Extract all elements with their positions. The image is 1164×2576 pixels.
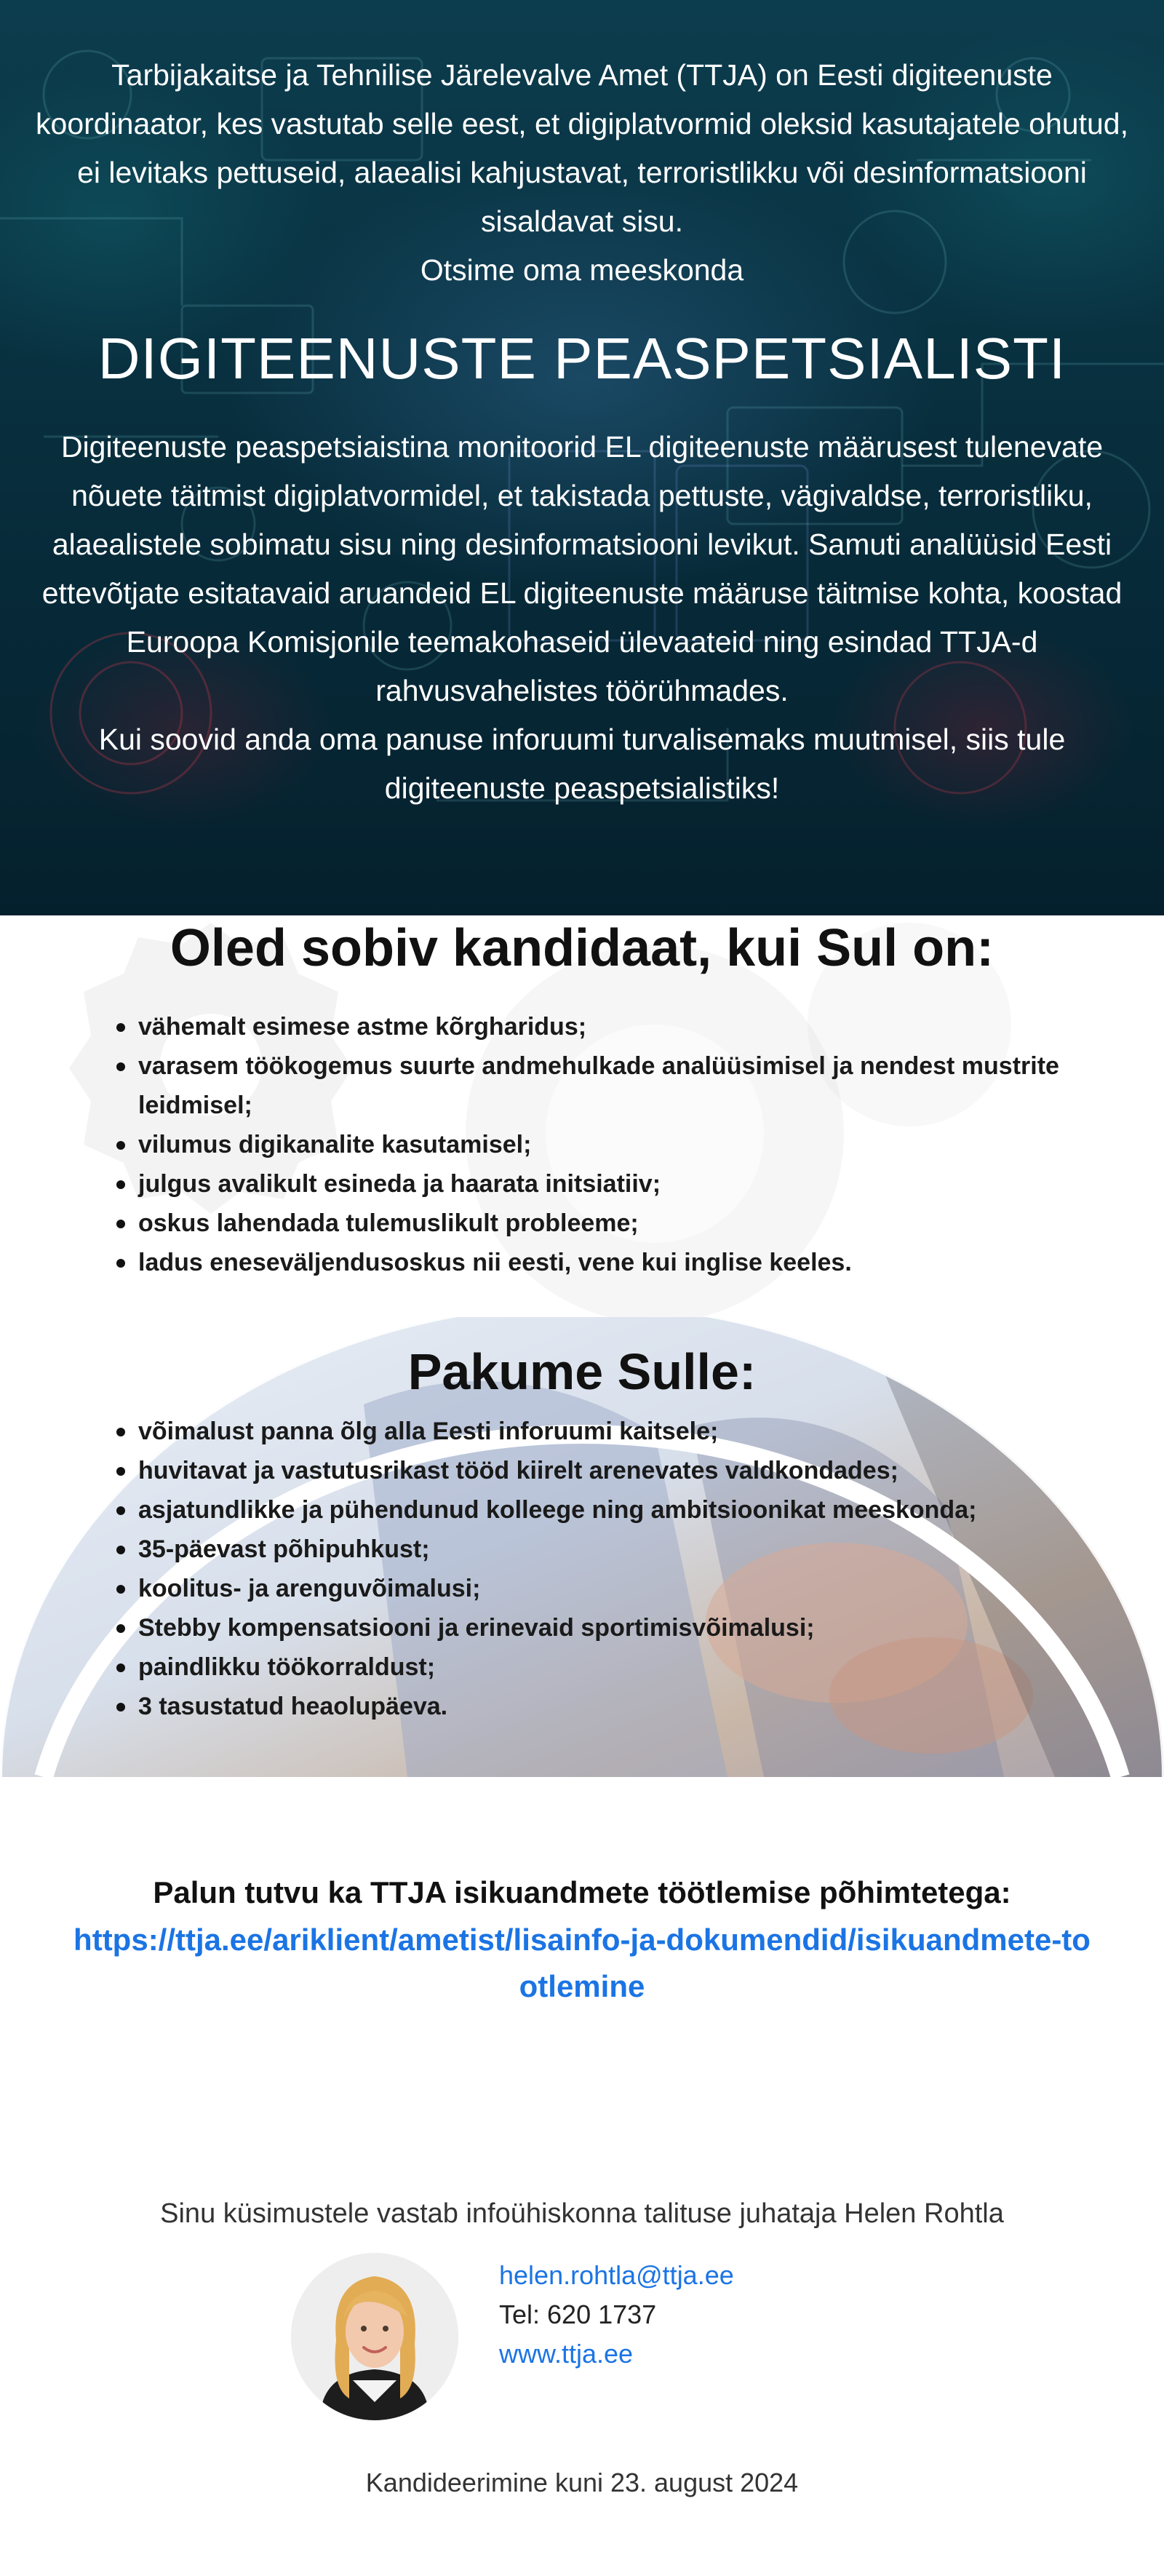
privacy-policy-link[interactable]: https://ttja.ee/ariklient/ametist/lisainfo-ja-dokumendid/isikuandmete-tootlemine <box>73 1923 1091 2003</box>
offer-section <box>0 1317 1164 1777</box>
offer-heading: Pakume Sulle: <box>407 1343 757 1400</box>
list-item: varasem töökogemus suurte andmehulkade analüüsimisel ja nendest mustrite leidmisel; <box>116 1046 1062 1125</box>
contact-person-photo <box>291 2253 458 2420</box>
offer-list <box>116 1412 1062 1726</box>
privacy-label: Palun tutvu ka TTJA isikuandmete töötlemise põhimtetega: <box>153 1875 1011 1909</box>
contact-email-link[interactable]: helen.rohtla@ttja.ee <box>499 2260 734 2290</box>
list-item: 35-päevast põhipuhkust; <box>116 1530 1062 1569</box>
requirements-list <box>116 1007 1062 1282</box>
list-item: huvitavat ja vastutusrikast tööd kiirelt arenevates valdkondades; <box>116 1451 1062 1490</box>
privacy-notice <box>0 1869 1164 2010</box>
contact-website-link[interactable]: www.ttja.ee <box>499 2339 634 2369</box>
application-deadline: Kandideerimine kuni 23. august 2024 <box>365 2468 799 2497</box>
list-item: asjatundlikke ja pühendunud kolleege ning ambitsioonikat meeskonda; <box>116 1490 1062 1530</box>
job-call-to-action: Kui soovid anda oma panuse inforuumi turvalisemaks muutmisel, siis tule digiteenuste peaspetsialistiks! <box>98 723 1066 805</box>
contact-details <box>499 2256 734 2374</box>
hero-content <box>0 51 1164 813</box>
job-title: DIGITEENUSTE PEASPETSIALISTI <box>97 326 1067 391</box>
list-item: julgus avalikult esineda ja haarata initsiatiiv; <box>116 1164 1062 1204</box>
list-item: Stebby kompensatsiooni ja erinevaid sportimisvõimalusi; <box>116 1608 1062 1647</box>
contact-phone: Tel: 620 1737 <box>499 2299 657 2329</box>
list-item: vilumus digikanalite kasutamisel; <box>116 1125 1062 1164</box>
list-item: koolitus- ja arenguvõimalusi; <box>116 1569 1062 1608</box>
hero-banner <box>0 0 1164 915</box>
job-description: Digiteenuste peaspetsiaistina monitoorid EL digiteenuste määrusest tulenevate nõuete täitmist digiplatvormidel, et takistada pettuste, vägivaldse, terroristliku, alaealistele sobimatu sisu ning desinformatsiooni levikut. Samuti analüüsid Eesti ettevõtjate esitatavaid aruandeid EL digiteenuste määruse täitmise kohta, koostad Euroopa Komisjonile teemakohaseid ülevaateid ning esindad TTJA-d rahvusvahelistes töörühmades. <box>41 430 1123 707</box>
hero-intro-text: Tarbijakaitse ja Tehnilise Järelevalve Amet (TTJA) on Eesti digiteenuste koordinaator, kes vastutab selle eest, et digiplatvormid oleksid kasutajatele ohutud, ei levitaks pettuseid, alaealisi kahjustavat, terroristlikku või desinformatsiooni sisaldavat sisu. <box>36 58 1128 238</box>
requirements-section <box>0 915 1164 1317</box>
list-item: võimalust panna õlg alla Eesti inforuumi kaitsele; <box>116 1412 1062 1451</box>
list-item: oskus lahendada tulemuslikult probleeme; <box>116 1204 1062 1243</box>
list-item: vähemalt esimese astme kõrgharidus; <box>116 1007 1062 1046</box>
contact-intro: Sinu küsimustele vastab infoühiskonna talituse juhataja Helen Rohtla <box>160 2198 1004 2229</box>
avatar <box>291 2253 458 2420</box>
list-item: 3 tasustatud heaolupäeva. <box>116 1687 1062 1726</box>
hero-seeking-text: Otsime oma meeskonda <box>420 253 744 287</box>
list-item: paindlikku töökorraldust; <box>116 1647 1062 1687</box>
list-item: ladus eneseväljendusoskus nii eesti, vene kui inglise keeles. <box>116 1243 1062 1282</box>
requirements-heading: Oled sobiv kandidaat, kui Sul on: <box>170 919 994 977</box>
